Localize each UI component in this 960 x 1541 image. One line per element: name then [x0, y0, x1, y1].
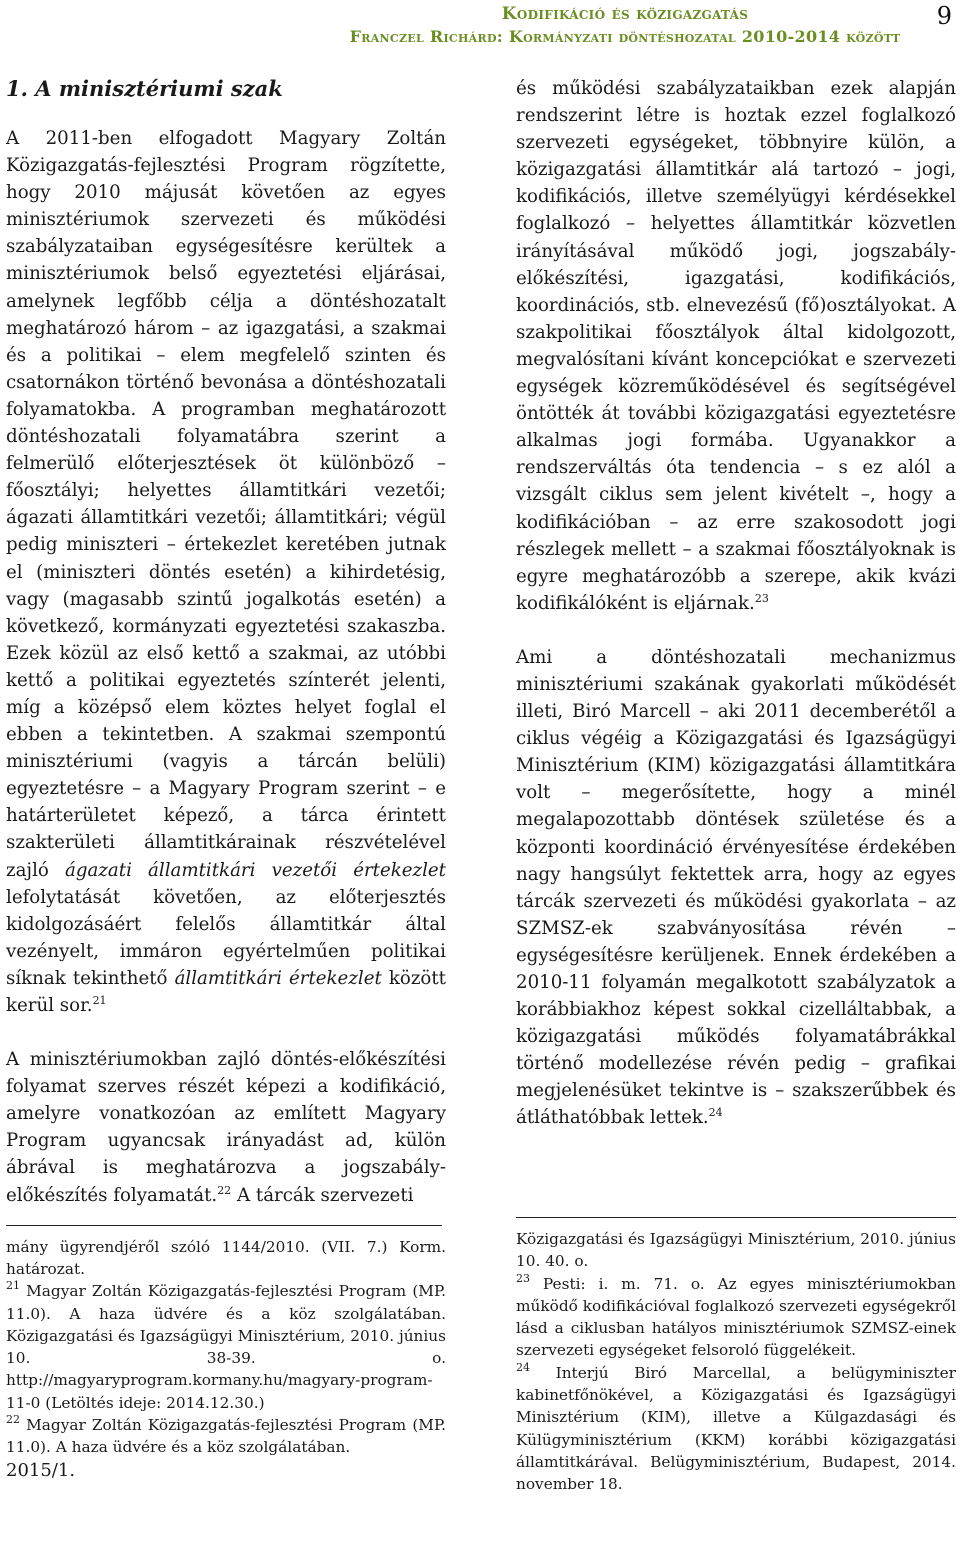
left-column [6, 75, 446, 1483]
footnote-number: 23 [516, 1271, 530, 1285]
footnote-24 [516, 1362, 956, 1496]
paragraph [6, 1046, 446, 1209]
footnote-text: Magyar Zoltán Közigazgatás-fejlesztési Program (MP. 11.0). A haza üdvére és a köz szolgálatában. Közigazgatási és Igazságügyi Minisztérium, 2010. június 10. 38-39. o. http://magyaryprogram.kormany.hu/magyary-program-11-0 (Letöltés ideje: 2014.12.30.) [6, 1282, 446, 1412]
paragraph-text: A 2011-ben elfogadott Magyary Zoltán Közigazgatás-fejlesztési Program rögzítette, hogy 2010 májusát követően az egyes minisztériumok szervezeti és működési szabályzataiban egységesítésre kerültek a minisztériumok belső egyeztetési eljárásai, amelynek legfőbb célja a döntéshozatalt meghatározó három – az igazgatási, a szakmai és a politikai – elem megfelelő szinten és csatornákon történő bevonása a döntéshozatali folyamatokba. A programban meghatározott döntéshozatali folyamatábra szerint a felmerülő előterjesztések öt különböző – főosztályi; helyettes államtitkári vezetői; ágazati államtitkári vezetői; államtitkári; végül pedig miniszteri – értekezlet keretében jutnak el (miniszteri döntés esetén) a kihirdetésig, vagy (magasabb szintű jogalkotás esetén) a következő, kormányzati egyeztetési szakaszba. Ezek közül az első kettő a szakmai, az utóbbi kettő a politikai egyeztetés színterét jelenti, míg a középső elem köztes helyet foglal el ebben a tekintetben. A szakmai szempontú minisztériumi (vagyis a tárcán belüli) egyeztetésre – a Magyary Program szerint – e határterületet képező, a tárca érintett szakterületi államtitkárainak részvételével zajló [6, 128, 446, 881]
footnote-22 [6, 1414, 446, 1459]
footnotes [6, 1236, 446, 1483]
footnote-divider [516, 1217, 956, 1218]
italic-term: ágazati államtitkári vezetői értekezlet [65, 859, 446, 881]
footnote-continuation: mány ügyrendjéről szóló 1144/2010. (VII. 7.) Korm. határozat. [6, 1237, 446, 1278]
right-footnotes [516, 1217, 956, 1496]
paragraph-text: és működési szabályzataikban ezek alapján rendszerint létre is hoztak ezzel foglalkozó szervezeti egységeket, többnyire külön, a közigazgatási államtitkár alá tartozó – jogi, kodifikációs, illetve személyügyi kérdésekkel foglalkozó – helyettes államtitkár közvetlen irányításával működő jogi, jogszabály-előkészítési, igazgatási, kodifikációs, koordinációs, stb. elnevezésű (fő)osztályokat. A szakpolitikai főosztályok által kidolgozott, megvalósítani kívánt koncepciókat e szervezeti egységek közreműködésével és segítségével öntötték át további közigazgatási egyeztetésre alkalmas jogi formába. Ugyanakkor a rendszerváltás óta tendencia – s ez alól a vizsgált ciklus sem jelent kivételt –, hogy a kodifikációban – az erre szakosodott jogi részlegek mellett – a szakmai főosztályoknak is egyre meghatározóbb a szerepe, akik kvázi kodifikálóként is eljárnak. [516, 78, 956, 614]
footnote-divider [6, 1225, 442, 1226]
page-number: 9 [936, 2, 952, 30]
footnote-ref[interactable]: 23 [754, 591, 769, 605]
footnotes [516, 1228, 956, 1496]
footnote-number: 24 [516, 1360, 530, 1374]
footnote-ref[interactable]: 21 [92, 994, 107, 1007]
footnote-number: 22 [6, 1413, 20, 1427]
issue-number: 2015/1. [6, 1459, 76, 1481]
footnote-23 [516, 1273, 956, 1362]
paragraph-text: A minisztériumokban zajló döntés-előkészítési folyamat szerves részét képezi a kodifikáció, amelyre vonatkozóan az említett Magyary Program ugyancsak irányadást ad, külön ábrával is meghatározva a jogszabály-előkészítés folyamatát. [6, 1049, 446, 1206]
footnote-text: Magyar Zoltán Közigazgatás-fejlesztési Program (MP. 11.0). A haza üdvére és a köz szolgálatában. [6, 1416, 446, 1457]
footnote-21 [6, 1280, 446, 1414]
paragraph-text: lefolytatását követően, az előterjesztés kidolgozásáért felelős államtitkár által vezényelt, immáron egyértelműen politikai síknak tekinthető [6, 886, 446, 989]
section-title: 1. A minisztériumi szak [6, 76, 283, 101]
footnote-continuation: Közigazgatási és Igazságügyi Minisztérium, 2010. június 10. 40. o. [516, 1230, 956, 1271]
footnote-number: 21 [6, 1279, 20, 1293]
right-column [516, 75, 956, 1132]
paragraph [516, 75, 956, 617]
journal-title: Kodifikáció és közigazgatás [501, 4, 749, 24]
footnote-ref[interactable]: 24 [708, 1106, 723, 1120]
paragraph-text: Ami a döntéshozatali mechanizmus minisztériumi szakának gyakorlati működését illeti, Biró Marcell – aki 2011 decemberétől a ciklus végéig a Közigazgatási és Igazságügyi Minisztérium (KIM) közigazgatási államtitkára volt – megerősítette, hogy a minél megalapozottabb döntések születése és a központi koordináció érvényesítése érdekében nagy hangsúlyt fektettek arra, hogy az egyes tárcák szervezeti és működési gyakorlata – az SZMSZ-ek szabványosítása révén – egységesítésre kerüljenek. Ennek érdekében a 2010-11 folyamán megalkotott szabályzatok a korábbiakhoz képest sokkal cizelláltabbak, a közigazgatási működés folyamatábrákkal történő modellezése révén pedig – grafikai megjelenésüket tekintve is – szakszerűbbek és átláthatóbbak lettek. [516, 646, 956, 1129]
footnote-text: Interjú Biró Marcellal, a belügyminiszter kabinetfőnökével, a Közigazgatási és Igazságügyi Minisztérium (KIM), illetve a Külgazdasági és Külügyminisztérium (KKM) korábbi közigazgatási államtitkárával. Belügyminisztérium, Budapest, 2014. november 18. [516, 1363, 956, 1494]
running-header [0, 0, 960, 50]
article-title: Franczel Richárd: Kormányzati döntéshozatal 2010-2014 között [349, 27, 901, 46]
footnote-ref[interactable]: 22 [217, 1183, 232, 1197]
paragraph [6, 125, 446, 1019]
footnote-text: Pesti: i. m. 71. o. Az egyes minisztériumokban működő kodifikációval foglalkozó szervezeti egységekről lásd a ciklusban hatályos minisztériumok SZMSZ-einek szervezeti egységeket felsoroló függelékeit. [516, 1274, 956, 1360]
paragraph-text: A tárcák szervezeti [231, 1184, 414, 1206]
italic-term: államtitkári értekezlet [174, 967, 382, 989]
paragraph [516, 644, 956, 1132]
paragraph-text: között kerül sor. [6, 967, 446, 1016]
